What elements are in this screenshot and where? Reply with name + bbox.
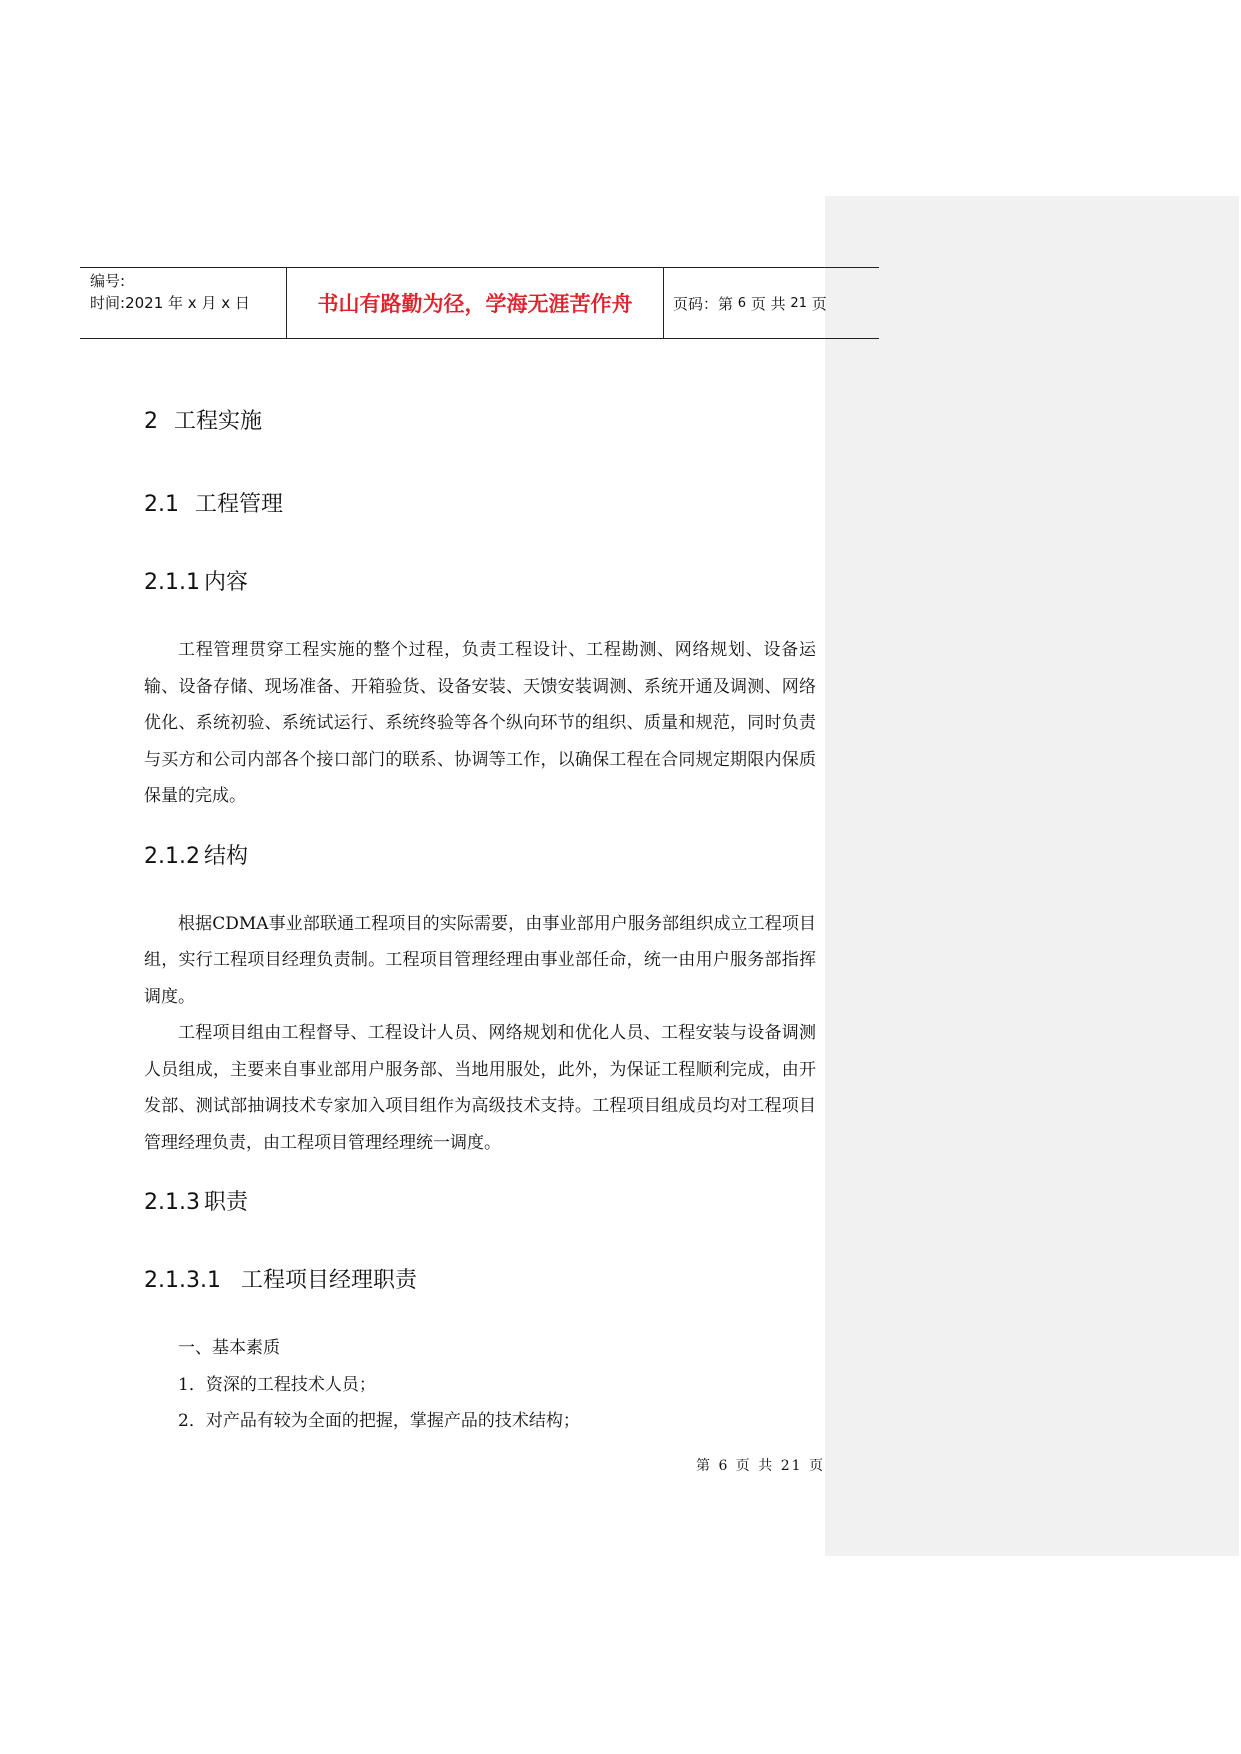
- page-header-table: [80, 267, 879, 339]
- heading-2-1-2: 2.1.2 结构: [144, 843, 248, 869]
- heading-2: 2 工程实施: [144, 409, 263, 434]
- code-label: 编号:: [90, 272, 126, 290]
- header-page-info: 页码：第 6 页 共 21 页: [673, 294, 827, 313]
- list-item: 1．资深的工程技术人员；: [178, 1374, 376, 1395]
- list-item: 2．对产品有较为全面的把握，掌握产品的技术结构；: [178, 1411, 580, 1431]
- heading-2-1-1: 2.1.1 内容: [144, 570, 248, 595]
- paragraph-content: 工程管理贯穿工程实施的整个过程，负责工程设计、工程勘测、网络规划、设备运输、设备存储、现场准备、开箱验货、设备安装、天馈安装调测、系统开通及调测、网络优化、系统初验、系统试运行、系统终验等各个纵向环节的组织、质量和规范，同时负责与买方和公司内部各个接口部门的联系、协调等工作，以确保工程在合同规定期限内保质保量的完成。: [144, 640, 816, 806]
- comment-pane: [825, 196, 1239, 1556]
- list-heading: 一、基本素质: [178, 1338, 280, 1358]
- paragraph-structure-2: 工程项目组由工程督导、工程设计人员、网络规划和优化人员、工程安装与设备调测人员组成，主要来自事业部用户服务部、当地用服处，此外，为保证工程顺利完成，由开发部、测试部抽调技术专家加入项目组作为高级技术支持。工程项目组成员均对工程项目管理经理负责，由工程项目管理经理统一调度。: [144, 1023, 816, 1153]
- heading-2-1: 2.1 工程管理: [144, 492, 284, 517]
- document-body: [144, 396, 816, 1440]
- header-motto: 书山有路勤为径，学海无涯苦作舟: [286, 268, 664, 338]
- paragraph-structure-1: 根据CDMA事业部联通工程项目的实际需要，由事业部用户服务部组织成立工程项目组，实行工程项目经理负责制。工程项目管理经理由事业部任命，统一由用户服务部指挥调度。: [144, 913, 816, 1007]
- heading-2-1-3-1: 2.1.3.1 工程项目经理职责: [144, 1268, 417, 1293]
- heading-2-1-3: 2.1.3 职责: [144, 1190, 248, 1215]
- time-line: 时间:2021 年 x 月 x 日: [90, 294, 250, 312]
- header-meta-cell: [80, 268, 286, 338]
- page-footer: 第 6 页 共 21 页: [696, 1458, 825, 1474]
